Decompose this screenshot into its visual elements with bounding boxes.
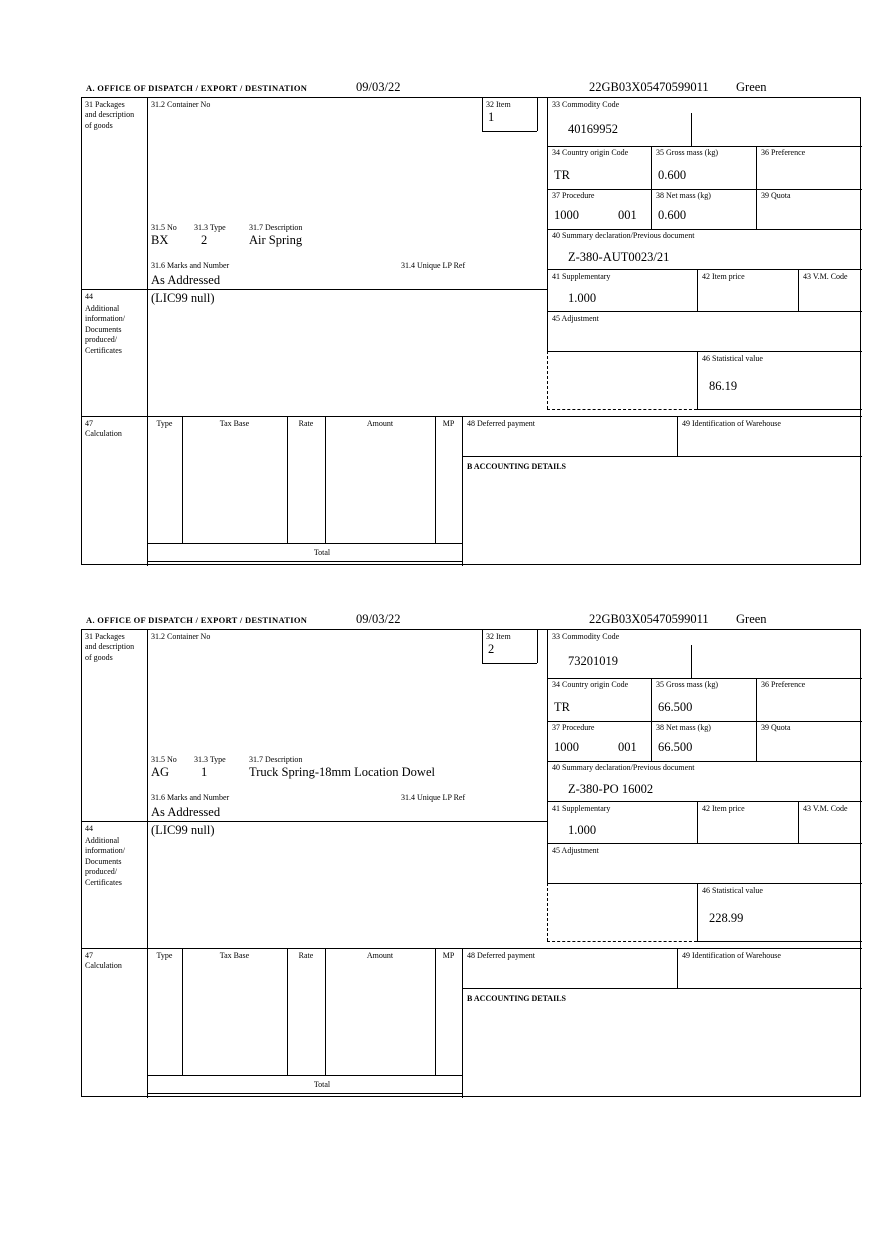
tax-table-amount-header: Amount [366, 419, 394, 428]
statistical-value: 86.19 [709, 379, 738, 393]
box31-6-marks-label: 31.6 Marks and Number [151, 793, 230, 802]
box32-left-border [482, 98, 483, 131]
entry-number: 22GB03X05470599011 [589, 80, 709, 94]
box35-36-divider [756, 146, 757, 229]
gross-mass-value: 66.500 [658, 700, 693, 714]
box35-36-divider [756, 678, 757, 761]
tax-table-total-label: Total [313, 548, 331, 557]
procedure-code-value: 1000 [554, 208, 579, 222]
box40-summary-declaration-label: 40 Summary declaration/Previous document [552, 231, 695, 240]
box41-supplementary-label: 41 Supplementary [552, 804, 611, 813]
box48-deferred-payment-label: 48 Deferred payment [467, 419, 535, 428]
box46-open-left-dashed-line [547, 351, 548, 409]
box46-statistical-value-label: 46 Statistical value [702, 354, 763, 363]
box32-right-border [537, 98, 538, 131]
box44-text-label: Additional information/ Documents produced/ Certificates [85, 304, 125, 355]
statistical-value: 228.99 [709, 911, 744, 925]
tax-table-type-header: Type [156, 951, 173, 960]
box42-item-price-label: 42 Item price [702, 804, 745, 813]
box33-bottom-border [547, 678, 862, 679]
net-mass-value: 66.500 [658, 740, 693, 754]
box41-42-divider [697, 269, 698, 311]
box34-row-bottom-border [547, 189, 862, 190]
tax-table-rate-header: Rate [298, 419, 314, 428]
box33-commodity-label: 33 Commodity Code [552, 632, 620, 641]
goods-description-value: Air Spring [249, 233, 303, 247]
box32-left-border [482, 630, 483, 663]
total-row-top-border [147, 543, 462, 544]
box40-bottom-border [547, 269, 862, 270]
box31-2-container-label: 31.2 Container No [151, 632, 211, 641]
box41-row-bottom-border [547, 843, 862, 844]
customs-item-block [81, 80, 861, 565]
box33-inner-divider [691, 645, 692, 678]
box46-open-left-dashed-line [547, 883, 548, 941]
box48-49-divider [677, 416, 678, 456]
tax-table-rate-column-divider [325, 416, 326, 543]
box49-warehouse-label: 49 Identification of Warehouse [682, 419, 781, 428]
box39-quota-label: 39 Quota [761, 723, 791, 732]
declaration-date: 09/03/22 [356, 612, 401, 626]
previous-document-value: Z-380-PO 16002 [568, 782, 654, 796]
office-of-dispatch-label: A. OFFICE OF DISPATCH / EXPORT / DESTINATION [86, 615, 308, 625]
box44-top-border [82, 821, 547, 822]
box37-procedure-label: 37 Procedure [552, 191, 595, 200]
box44-number-label: 44 [85, 824, 93, 833]
tax-table-base-header: Tax Base [219, 419, 250, 428]
supplementary-units-value: 1.000 [568, 291, 597, 305]
tax-table-base-header: Tax Base [219, 951, 250, 960]
box31-label: 31 Packages and description of goods [85, 632, 135, 662]
tax-table-amount-header: Amount [366, 951, 394, 960]
marks-and-number-value: As Addressed [151, 805, 221, 819]
tax-table-rate-column-divider [325, 948, 326, 1075]
declaration-date: 09/03/22 [356, 80, 401, 94]
box39-quota-label: 39 Quota [761, 191, 791, 200]
box46-statistical-value-label: 46 Statistical value [702, 886, 763, 895]
box45-bottom-border [547, 883, 862, 884]
packages-type-value: 1 [201, 765, 208, 779]
box38-net-mass-label: 38 Net mass (kg) [656, 191, 711, 200]
procedure-ext-value: 001 [618, 208, 637, 222]
tax-table-amount-column-divider [435, 416, 436, 543]
route-indicator: Green [736, 612, 767, 626]
box43-vm-code-label: 43 V.M. Code [803, 272, 848, 281]
tax-table-amount-column-divider [435, 948, 436, 1075]
total-row-bottom-border [147, 561, 462, 562]
box34-35-divider [651, 146, 652, 229]
calculation-section-top-border [82, 416, 862, 417]
box31-5-no-label: 31.5 No [151, 223, 177, 232]
box45-adjustment-label: 45 Adjustment [552, 314, 599, 323]
tax-table-type-column-divider [182, 416, 183, 543]
total-row-bottom-border [147, 1093, 462, 1094]
box42-43-divider [798, 269, 799, 311]
packages-type-value: 2 [201, 233, 208, 247]
right-column-divider [547, 630, 548, 883]
left-column-divider [147, 98, 148, 566]
commodity-code-value: 40169952 [568, 122, 618, 136]
packages-no-value: AG [151, 765, 170, 779]
box32-bottom-border [482, 663, 537, 664]
left-column-divider [147, 630, 148, 1098]
box31-7-description-label: 31.7 Description [249, 223, 303, 232]
additional-information-value: (LIC99 null) [151, 823, 215, 837]
packages-no-value: BX [151, 233, 169, 247]
box37-row-bottom-border [547, 229, 862, 230]
box46-left-border [697, 351, 698, 409]
country-origin-value: TR [554, 700, 570, 714]
tax-table-mp-header: MP [442, 419, 455, 428]
box47-label: 47 Calculation [85, 951, 122, 971]
tax-table-base-column-divider [287, 948, 288, 1075]
entry-number: 22GB03X05470599011 [589, 612, 709, 626]
box48-deferred-payment-label: 48 Deferred payment [467, 951, 535, 960]
box49-warehouse-label: 49 Identification of Warehouse [682, 951, 781, 960]
box32-bottom-border [482, 131, 537, 132]
box31-4-unique-lp-ref-label: 31.4 Unique LP Ref [401, 793, 466, 802]
box31-label: 31 Packages and description of goods [85, 100, 135, 130]
box41-42-divider [697, 801, 698, 843]
box41-row-bottom-border [547, 311, 862, 312]
box32-right-border [537, 630, 538, 663]
goods-description-value: Truck Spring-18mm Location Dowel [249, 765, 435, 779]
box46-bottom-border [697, 941, 862, 942]
accounting-details-label: B ACCOUNTING DETAILS [467, 994, 566, 1003]
box31-3-type-label: 31.3 Type [194, 755, 226, 764]
tax-table-rate-header: Rate [298, 951, 314, 960]
box34-country-origin-label: 34 Country origin Code [552, 680, 629, 689]
net-mass-value: 0.600 [658, 208, 687, 222]
box33-commodity-label: 33 Commodity Code [552, 100, 620, 109]
box36-preference-label: 36 Preference [761, 148, 806, 157]
box41-supplementary-label: 41 Supplementary [552, 272, 611, 281]
box48-49-divider [677, 948, 678, 988]
box46-bottom-border [697, 409, 862, 410]
box36-preference-label: 36 Preference [761, 680, 806, 689]
box44-number-label: 44 [85, 292, 93, 301]
box44-top-border [82, 289, 547, 290]
customs-item-block [81, 612, 861, 1097]
box33-bottom-border [547, 146, 862, 147]
box31-6-marks-label: 31.6 Marks and Number [151, 261, 230, 270]
box46-open-bottom-dashed-line [547, 941, 697, 942]
box37-procedure-label: 37 Procedure [552, 723, 595, 732]
tax-table-type-header: Type [156, 419, 173, 428]
item-number-value: 2 [488, 642, 495, 656]
box34-country-origin-label: 34 Country origin Code [552, 148, 629, 157]
box32-item-label: 32 Item [486, 632, 511, 641]
tax-table-total-label: Total [313, 1080, 331, 1089]
additional-information-value: (LIC99 null) [151, 291, 215, 305]
supplementary-units-value: 1.000 [568, 823, 597, 837]
box42-item-price-label: 42 Item price [702, 272, 745, 281]
tax-table-mp-header: MP [442, 951, 455, 960]
tax-table-right-border [462, 416, 463, 566]
box45-adjustment-label: 45 Adjustment [552, 846, 599, 855]
calculation-section-top-border [82, 948, 862, 949]
total-row-top-border [147, 1075, 462, 1076]
right-column-divider [547, 98, 548, 351]
previous-document-value: Z-380-AUT0023/21 [568, 250, 670, 264]
item-number-value: 1 [488, 110, 495, 124]
box48-bottom-border [462, 456, 862, 457]
box31-3-type-label: 31.3 Type [194, 223, 226, 232]
box40-bottom-border [547, 801, 862, 802]
commodity-code-value: 73201019 [568, 654, 618, 668]
box33-inner-divider [691, 113, 692, 146]
box40-summary-declaration-label: 40 Summary declaration/Previous document [552, 763, 695, 772]
box34-35-divider [651, 678, 652, 761]
box34-row-bottom-border [547, 721, 862, 722]
box35-gross-mass-label: 35 Gross mass (kg) [656, 148, 718, 157]
box42-43-divider [798, 801, 799, 843]
marks-and-number-value: As Addressed [151, 273, 221, 287]
box48-bottom-border [462, 988, 862, 989]
box31-4-unique-lp-ref-label: 31.4 Unique LP Ref [401, 261, 466, 270]
gross-mass-value: 0.600 [658, 168, 687, 182]
office-of-dispatch-label: A. OFFICE OF DISPATCH / EXPORT / DESTINATION [86, 83, 308, 93]
tax-table-base-column-divider [287, 416, 288, 543]
route-indicator: Green [736, 80, 767, 94]
box31-5-no-label: 31.5 No [151, 755, 177, 764]
box31-2-container-label: 31.2 Container No [151, 100, 211, 109]
box43-vm-code-label: 43 V.M. Code [803, 804, 848, 813]
tax-table-right-border [462, 948, 463, 1098]
box45-bottom-border [547, 351, 862, 352]
procedure-code-value: 1000 [554, 740, 579, 754]
box31-7-description-label: 31.7 Description [249, 755, 303, 764]
box47-label: 47 Calculation [85, 419, 122, 439]
box35-gross-mass-label: 35 Gross mass (kg) [656, 680, 718, 689]
box44-text-label: Additional information/ Documents produced/ Certificates [85, 836, 125, 887]
procedure-ext-value: 001 [618, 740, 637, 754]
box38-net-mass-label: 38 Net mass (kg) [656, 723, 711, 732]
country-origin-value: TR [554, 168, 570, 182]
tax-table-type-column-divider [182, 948, 183, 1075]
box46-open-bottom-dashed-line [547, 409, 697, 410]
accounting-details-label: B ACCOUNTING DETAILS [467, 462, 566, 471]
box46-left-border [697, 883, 698, 941]
box32-item-label: 32 Item [486, 100, 511, 109]
box37-row-bottom-border [547, 761, 862, 762]
